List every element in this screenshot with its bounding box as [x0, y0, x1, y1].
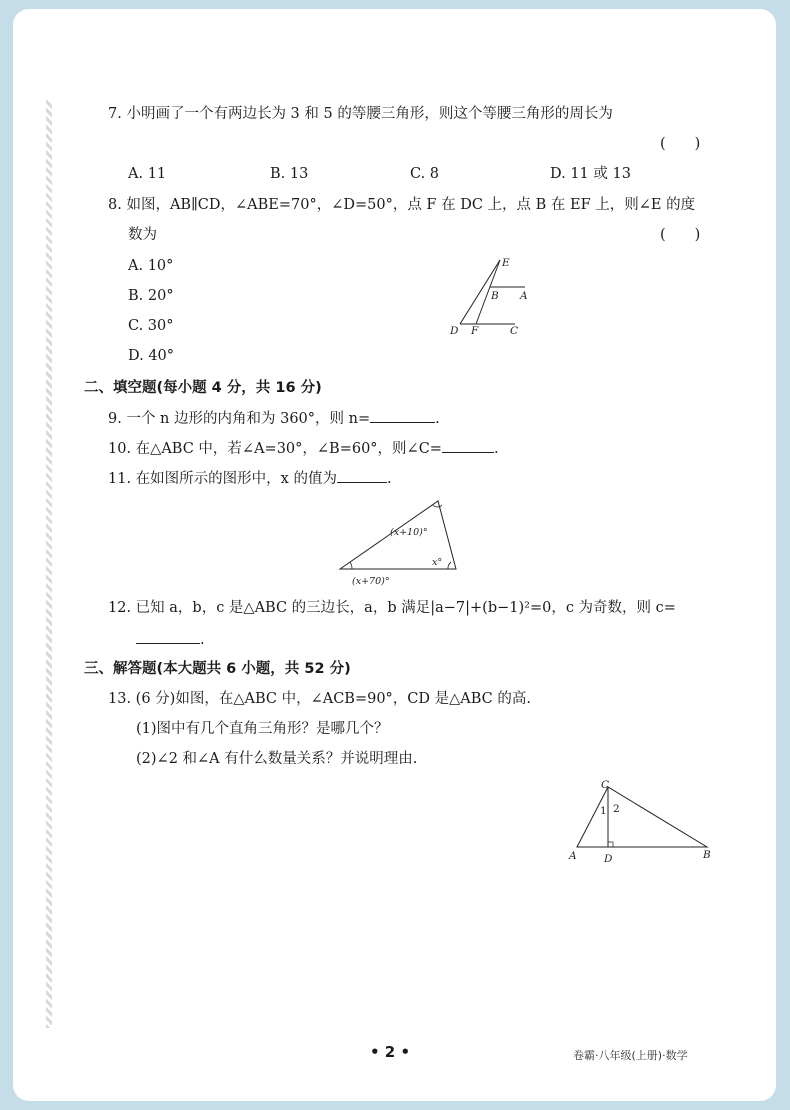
label-c: C [601, 779, 610, 791]
q8-stem-cont: 数为 [128, 227, 157, 243]
label-b: B [491, 290, 499, 302]
label-angle-1: 1 [600, 805, 607, 817]
q7-option-b: B. 13 [270, 166, 309, 182]
triangle-abc [577, 787, 707, 847]
q8-option-c: C. 30° [128, 318, 174, 334]
label-b: B [703, 849, 711, 861]
q8-option-d: D. 40° [128, 348, 175, 364]
q9 [108, 408, 440, 429]
angle-arc-top [433, 505, 442, 507]
q8-option-a: A. 10° [128, 258, 174, 274]
q13-stem: 13. (6 分)如图，在△ABC 中，∠ACB=90°，CD 是△ABC 的高. [108, 691, 531, 707]
section3-title: 三、解答题(本大题共 6 小题，共 52 分) [84, 661, 351, 677]
label-top-angle: (x+10)° [390, 527, 428, 538]
q9-end: . [435, 411, 440, 427]
q10-end: . [493, 441, 499, 457]
q10 [108, 438, 499, 459]
q11-end: . [386, 471, 392, 487]
page-number: • 2 • [370, 1043, 411, 1061]
q11-figure [330, 494, 470, 592]
label-angle-2: 2 [613, 803, 620, 815]
label-right-angle: x° [432, 557, 443, 568]
q7-answer-paren: ( ) [660, 136, 701, 152]
q11 [108, 468, 392, 489]
q11-text: 11. 在如图所示的图形中，x 的值为 [108, 471, 337, 487]
right-angle-mark [608, 842, 613, 847]
q9-text: 9. 一个 n 边形的内角和为 360°，则 n= [108, 411, 371, 427]
angle-arc-left [350, 562, 352, 569]
q13-part2: (2)∠2 和∠A 有什么数量关系？并说明理由. [136, 751, 418, 767]
q9-blank[interactable] [370, 408, 435, 423]
q7-option-a: A. 11 [128, 166, 167, 182]
label-d: D [604, 853, 613, 865]
q7-option-c: C. 8 [410, 166, 440, 182]
q8-figure [440, 252, 540, 344]
q13-part1: (1)图中有几个直角三角形？是哪几个？ [136, 721, 389, 737]
q7-stem: 7. 小明画了一个有两边长为 3 和 5 的等腰三角形，则这个等腰三角形的周长为 [108, 106, 613, 122]
q13-figure [560, 776, 720, 868]
label-c: C [510, 325, 519, 337]
q12-end: . [200, 632, 205, 648]
q8-stem: 8. 如图，AB∥CD，∠ABE=70°，∠D=50°，点 F 在 DC 上，点 B 在 EF 上，则∠E 的度 [108, 197, 696, 213]
series-title: 卷霸·八年级(上册)·数学 [573, 1049, 688, 1062]
q10-blank[interactable] [442, 438, 494, 453]
label-a: A [569, 850, 577, 862]
q12-blank[interactable] [136, 629, 200, 644]
q11-blank[interactable] [337, 468, 387, 483]
q8-answer-paren: ( ) [660, 227, 701, 243]
label-d: D [450, 325, 459, 337]
q7-option-d: D. 11 或 13 [550, 166, 631, 182]
label-left-angle: (x+70)° [352, 576, 390, 587]
section2-title: 二、填空题(每小题 4 分，共 16 分) [84, 380, 322, 396]
angle-arc-right [448, 562, 451, 569]
label-f: F [471, 325, 479, 337]
q12: 12. 已知 a，b，c 是△ABC 的三边长，a，b 满足|a−7|+(b−1)²=0，c 为奇数，则 c= [108, 600, 676, 616]
label-a: A [520, 290, 528, 302]
q12-answer [136, 629, 205, 650]
label-e: E [502, 257, 510, 269]
binding-stripe [46, 100, 52, 1028]
q8-option-b: B. 20° [128, 288, 174, 304]
q10-text: 10. 在△ABC 中，若∠A=30°，∠B=60°，则∠C= [108, 441, 442, 457]
